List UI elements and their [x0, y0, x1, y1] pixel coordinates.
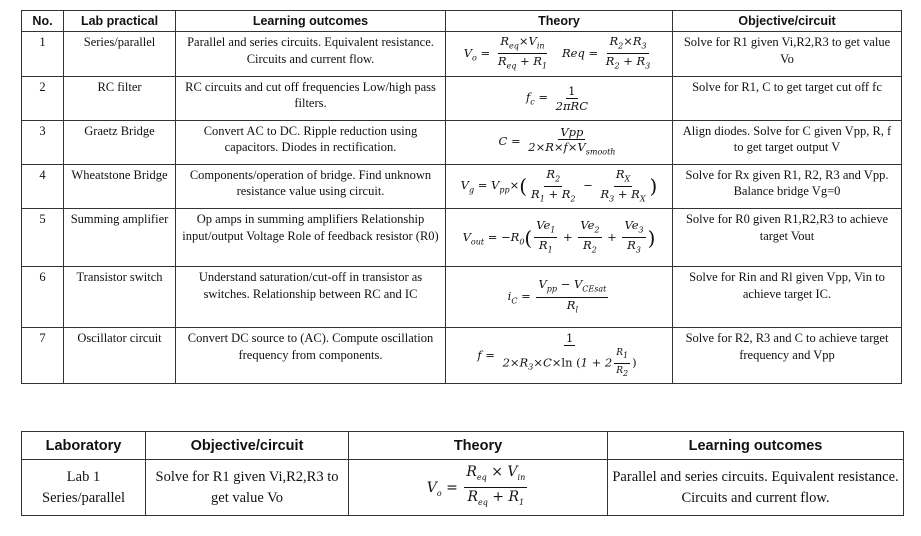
learning-outcomes: Parallel and series circuits. Equivalent resistance. Circuits and current flow.	[608, 460, 904, 516]
header-no: No.	[22, 11, 64, 32]
summary-header-row	[22, 432, 904, 460]
row-number: 1	[22, 32, 64, 77]
formula-vg: $V_g = V_{pp}\times$( $\frac{R_2}{R_1 + R_2}$ − $\frac{R_X}{R_3 + R_X}$ )	[460, 166, 658, 204]
formula-vo: $V_o$ = $\frac{R_{eq} \times V_{in}}{R_{eq} + R_1}$	[426, 464, 526, 507]
theory-formula	[446, 76, 673, 120]
table-row	[22, 328, 902, 384]
table-header-row	[22, 11, 902, 32]
lab-name: Graetz Bridge	[64, 120, 176, 164]
learning-outcomes: Parallel and series circuits. Equivalent resistance. Circuits and current flow.	[176, 32, 446, 77]
header-learning-outcomes: Learning outcomes	[608, 432, 904, 460]
lab-practicals-table	[21, 10, 902, 384]
header-theory: Theory	[446, 11, 673, 32]
lab-name: RC filter	[64, 76, 176, 120]
learning-outcomes: Convert DC source to (AC). Compute oscillation frequency from components.	[176, 328, 446, 384]
theory-formula	[446, 120, 673, 164]
table-row	[22, 209, 902, 267]
lab-name: Transistor switch	[64, 267, 176, 328]
table-row	[22, 76, 902, 120]
header-theory: Theory	[349, 432, 608, 460]
header-lab-practical: Lab practical	[64, 11, 176, 32]
objective-circuit: Solve for R1 given Vi,R2,R3 to get value Vo	[146, 460, 349, 516]
lab-name: Oscillator circuit	[64, 328, 176, 384]
row-number: 2	[22, 76, 64, 120]
learning-outcomes: Op amps in summing amplifiers Relationship input/output Voltage Role of feedback resistor (R0)	[176, 209, 446, 267]
formula-fc: $f_c$ = $\frac{1}{\text{2πRC}}$	[525, 83, 589, 113]
laboratory-name: Lab 1 Series/parallel	[22, 460, 146, 516]
learning-outcomes: RC circuits and cut off frequencies Low/high pass filters.	[176, 76, 446, 120]
learning-outcomes: Components/operation of bridge. Find unknown resistance value using circuit.	[176, 164, 446, 209]
table-row	[22, 164, 902, 209]
objective-circuit: Align diodes. Solve for C given Vpp, R, f to get target output V	[673, 120, 902, 164]
table-row	[22, 267, 902, 328]
formula-ic: $i_C$ = $\frac{V_{pp} - V_{CEsat}}{R_l}$	[507, 277, 607, 314]
theory-formula	[446, 328, 673, 384]
theory-formula	[446, 267, 673, 328]
learning-outcomes: Convert AC to DC. Ripple reduction using capacitors. Diodes in rectification.	[176, 120, 446, 164]
formula-f: f = 1 $2\times R_3\times C\times\ln$ (1 + 2 $\frac{R_1}{R_2}$ )	[477, 330, 637, 378]
lab-name: Summing amplifier	[64, 209, 176, 267]
header-objective: Objective/circuit	[146, 432, 349, 460]
theory-formula	[446, 164, 673, 209]
learning-outcomes: Understand saturation/cut-off in transistor as switches. Relationship between RC and IC	[176, 267, 446, 328]
theory-formula	[349, 460, 608, 516]
table-row	[22, 32, 902, 77]
table-row	[22, 460, 904, 516]
theory-formula	[446, 209, 673, 267]
lab1-summary-table	[21, 431, 904, 516]
objective-circuit: Solve for Rin and Rl given Vpp, Vin to achieve target IC.	[673, 267, 902, 328]
row-number: 4	[22, 164, 64, 209]
row-number: 7	[22, 328, 64, 384]
objective-circuit: Solve for Rx given R1, R2, R3 and Vpp. Balance bridge Vg=0	[673, 164, 902, 209]
theory-formula	[446, 32, 673, 77]
objective-circuit: Solve for R1 given Vi,R2,R3 to get value Vo	[673, 32, 902, 77]
objective-circuit: Solve for R2, R3 and C to achieve target frequency and Vpp	[673, 328, 902, 384]
lab-name: Wheatstone Bridge	[64, 164, 176, 209]
header-objective: Objective/circuit	[673, 11, 902, 32]
formula-vo: $V_o$ = $\frac{R_{eq}\times V_{in}}{R_{eq} + R_1}$ Req = $\frac{R_2\times R_3}{R_2 + R_3}$	[463, 34, 651, 71]
objective-circuit: Solve for R0 given R1,R2,R3 to achieve target Vout	[673, 209, 902, 267]
row-number: 5	[22, 209, 64, 267]
row-number: 3	[22, 120, 64, 164]
header-learning-outcomes: Learning outcomes	[176, 11, 446, 32]
formula-vout: $V_{out} = -R_0$( $\frac{Ve_1}{R_1}$ + $\frac{Ve_2}{R_2}$ + $\frac{Ve_3}{R_3}$ )	[462, 217, 656, 255]
row-number: 6	[22, 267, 64, 328]
objective-circuit: Solve for R1, C to get target cut off fc	[673, 76, 902, 120]
header-laboratory: Laboratory	[22, 432, 146, 460]
table-row	[22, 120, 902, 164]
formula-c: C = $\frac{\text{Vpp}}{2\times R\times f\times V_{smooth}}$	[498, 124, 616, 157]
lab-name: Series/parallel	[64, 32, 176, 77]
